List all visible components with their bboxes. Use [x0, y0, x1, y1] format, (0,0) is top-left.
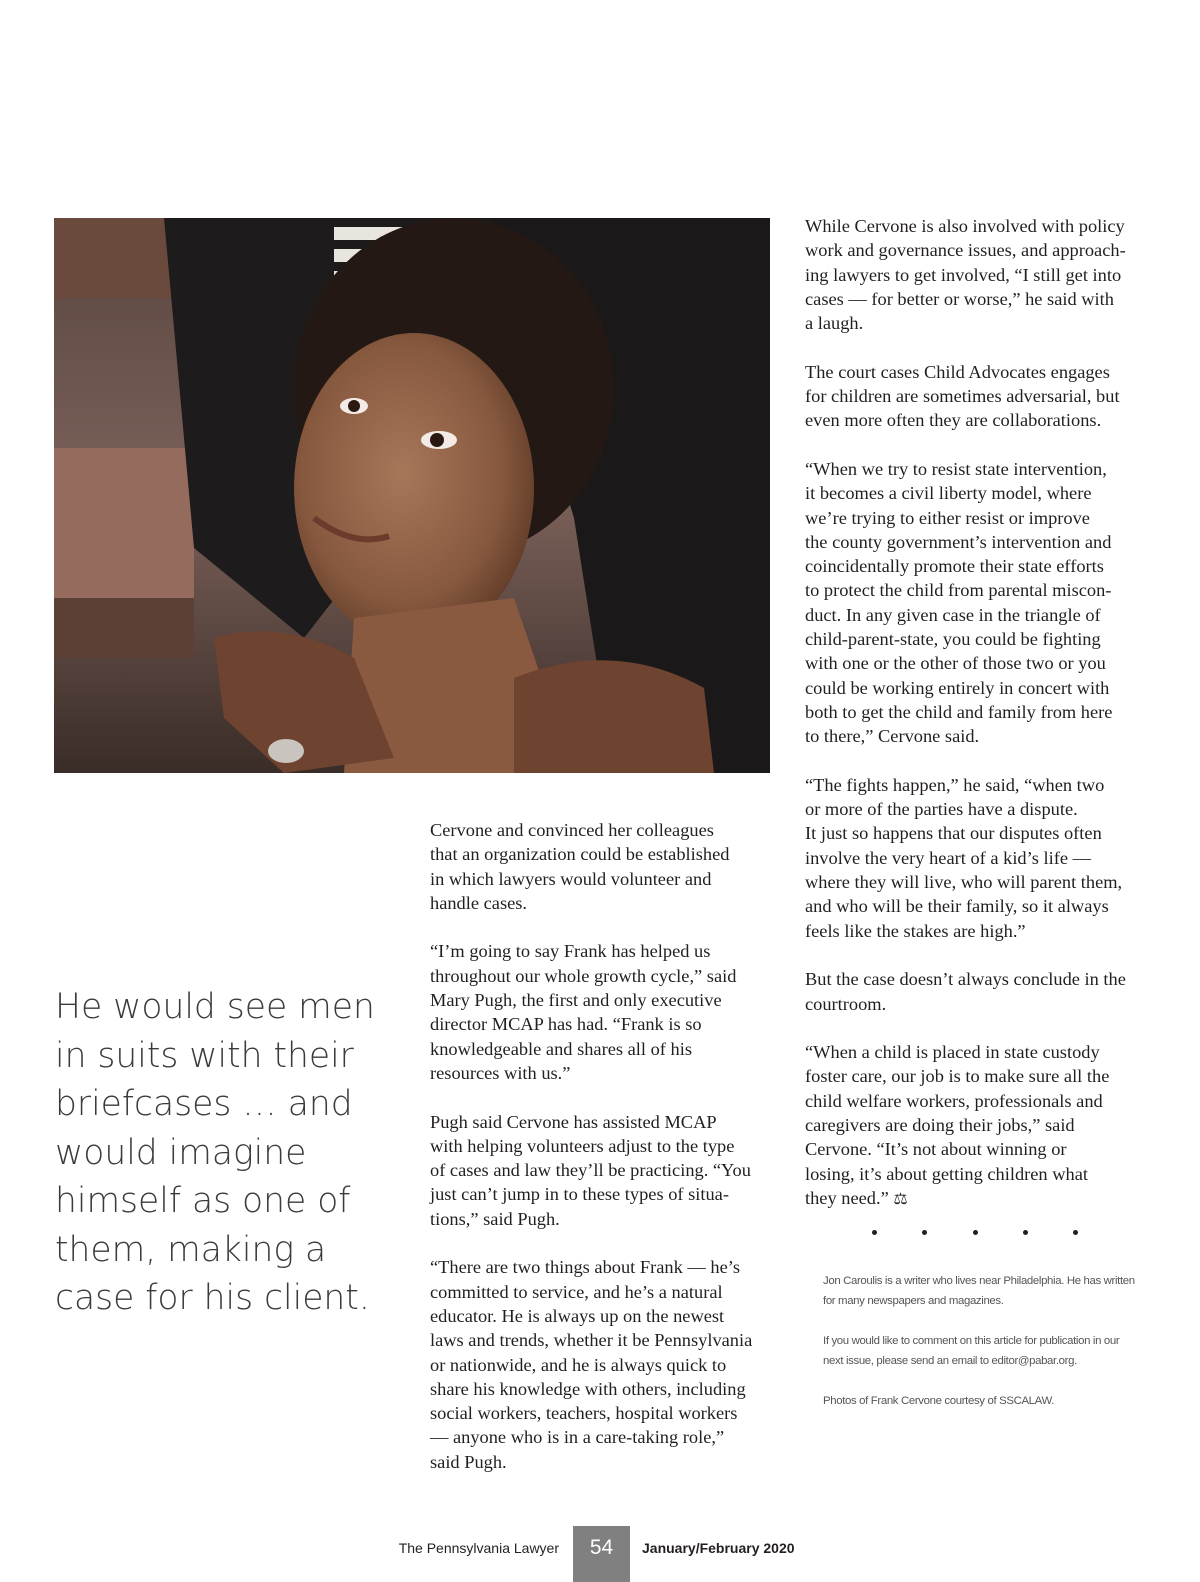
final-paragraph: [805, 1040, 1155, 1212]
paragraph: “The fights happen,” he said, “when two or more of the parties have a dispute. It just so happens that our disputes often involve the very heart of a kid’s life — where they will live, who will parent them, and who will be their family, so it always feels like the stakes are high.”: [805, 774, 1123, 941]
page-footer: [0, 1526, 1200, 1582]
divider-dot-icon: [1073, 1230, 1078, 1235]
paragraph: “When we try to resist state intervention, it becomes a civil liberty model, where we’re trying to either resist or improve the county government’s intervention and coincidentally promote their state efforts to protect the child from parental miscon- duct. In any given case in the triangle of child-parent-state, you could be fighting with one or the other of those two or you could be working entirely in concert with both to get the child and family from here to there,” Cervone said.: [805, 458, 1113, 747]
final-paragraph-text: “When a child is placed in state custody foster care, our job is to make sure all the child welfare workers, professionals and caregivers are doing their jobs,” said Cervone. “It’s not about winning or losing, it’s about getting children what they need.”: [805, 1042, 1110, 1208]
author-notes: [823, 1271, 1143, 1431]
divider-dot-icon: [1023, 1230, 1028, 1235]
scales-of-justice-icon: ⚖: [893, 1190, 908, 1208]
issue-date: January/February 2020: [642, 1540, 795, 1556]
paragraph: While Cervone is also involved with policy work and governance issues, and approach- ing lawyers to get involved, “I still get into cases — for better or worse,” he said with a laugh.: [805, 216, 1126, 334]
divider-dot-icon: [973, 1230, 978, 1235]
paragraph: Pugh said Cervone has assisted MCAP with helping volunteers adjust to the type of cases and law they’ll be practicing. “You just can’t jump in to these types of situa- tions,” said Pugh.: [430, 1111, 751, 1229]
comment-note: If you would like to comment on this article for publication in our next issue, please send an email to editor@pabar.org.: [823, 1335, 1120, 1367]
article-column-right: [805, 214, 1155, 1236]
divider-dot-icon: [922, 1230, 927, 1235]
paragraph: Cervone and convinced her colleagues that an organization could be established in which lawyers would volunteer and handle cases.: [430, 820, 730, 913]
publication-name: The Pennsylvania Lawyer: [398, 1540, 559, 1556]
author-bio: Jon Caroulis is a writer who lives near Philadelphia. He has written for many newspapers and magazines.: [823, 1275, 1135, 1307]
paragraph: “There are two things about Frank — he’s committed to service, and he’s a natural educator. He is always up on the newest laws and trends, whether it be Pennsylvania or nationwide, and he is always quick to share his knowledge with others, including social workers, teachers, hospital workers — anyone who is in a care-taking role,” said Pugh.: [430, 1257, 753, 1472]
divider-dot-icon: [872, 1230, 877, 1235]
pull-quote: He would see men in suits with their briefcases … and would imagine himself as one of them, making a case for his client.: [55, 987, 375, 1318]
photo-girl-with-hands-on-shoulders: [54, 218, 770, 773]
paragraph: But the case doesn’t always conclude in the courtroom.: [805, 969, 1126, 1014]
section-divider: [872, 1226, 1078, 1238]
paragraph: “I’m going to say Frank has helped us throughout our whole growth cycle,” said Mary Pugh, the first and only executive director MCAP has had. “Frank is so knowledgeable and shares all of his resources with us.”: [430, 941, 737, 1083]
article-photo: [54, 218, 770, 773]
paragraph: The court cases Child Advocates engages for children are sometimes adversarial, but even more often they are collaborations.: [805, 361, 1120, 431]
photo-credit: Photos of Frank Cervone courtesy of SSCALAW.: [823, 1395, 1055, 1407]
page-number: 54: [573, 1526, 630, 1582]
article-column-middle: [430, 818, 780, 1498]
